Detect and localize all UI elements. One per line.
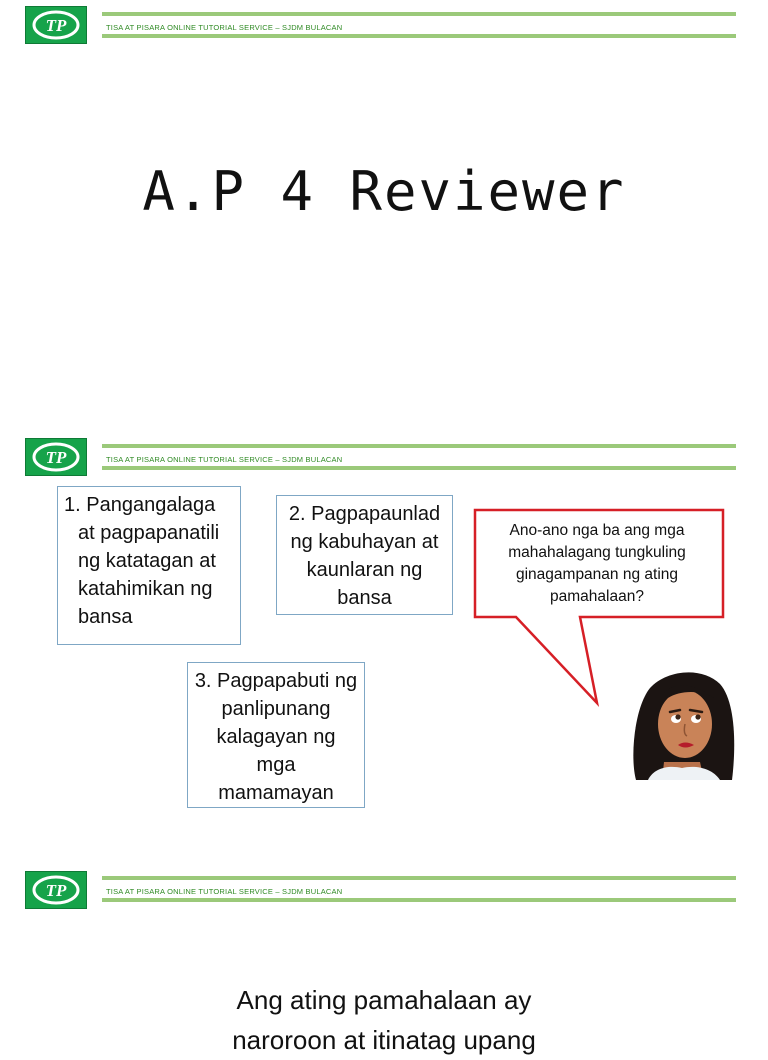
- duty-box-3: [187, 662, 365, 808]
- logo-letters: TP: [45, 448, 67, 467]
- duty-line: kaunlaran ng: [306, 559, 423, 581]
- bubble-line: mahahalagang tungkuling: [508, 544, 686, 561]
- duty-line: mga: [256, 754, 296, 776]
- logo-letters: TP: [45, 881, 67, 900]
- duty-line: ng katatagan at: [78, 550, 216, 572]
- duty-line: panlipunang: [221, 698, 331, 720]
- duty-line: katahimikan ng: [78, 578, 213, 600]
- bubble-line: Ano-ano nga ba ang mga: [509, 522, 685, 539]
- slide3-line: Ang ating pamahalaan ay: [236, 985, 532, 1015]
- logo-letters: TP: [45, 16, 67, 35]
- duty-box-1: [57, 486, 241, 645]
- bubble-line: ginagampanan ng ating: [515, 566, 679, 583]
- duty-line: 2. Pagpapaunlad: [288, 503, 441, 525]
- duty-line: 3. Pagpapabuti ng: [194, 670, 358, 692]
- logo-icon: [25, 6, 87, 44]
- duty-line: at pagpapanatili: [78, 522, 220, 544]
- duty-box-2: [276, 495, 453, 615]
- logo-icon: [25, 438, 87, 476]
- logo-icon: [25, 871, 87, 909]
- page-title: A.P 4 Reviewer: [142, 160, 626, 223]
- header-lines: [102, 444, 736, 470]
- avatar: [628, 668, 738, 782]
- duty-line: ng kabuhayan at: [290, 531, 439, 553]
- header-text: TISA AT PISARA ONLINE TUTORIAL SERVICE – SJDM BULACAN: [106, 455, 343, 464]
- header-text: TISA AT PISARA ONLINE TUTORIAL SERVICE – SJDM BULACAN: [106, 887, 343, 896]
- slide3-line: naroroon at itinatag upang: [232, 1025, 536, 1055]
- duty-line: bansa: [337, 587, 392, 609]
- header-lines: [102, 876, 736, 902]
- header-text: TISA AT PISARA ONLINE TUTORIAL SERVICE – SJDM BULACAN: [106, 23, 343, 32]
- duty-line: bansa: [78, 606, 133, 628]
- slide3-text: [0, 980, 768, 1060]
- speech-bubble-text: [482, 520, 712, 608]
- bubble-line: pamahalaan?: [550, 588, 644, 605]
- duty-line: kalagayan ng: [216, 726, 336, 748]
- duty-line: mamamayan: [218, 782, 334, 804]
- duty-line: 1. Pangangalaga: [64, 494, 216, 516]
- header-lines: [102, 12, 736, 38]
